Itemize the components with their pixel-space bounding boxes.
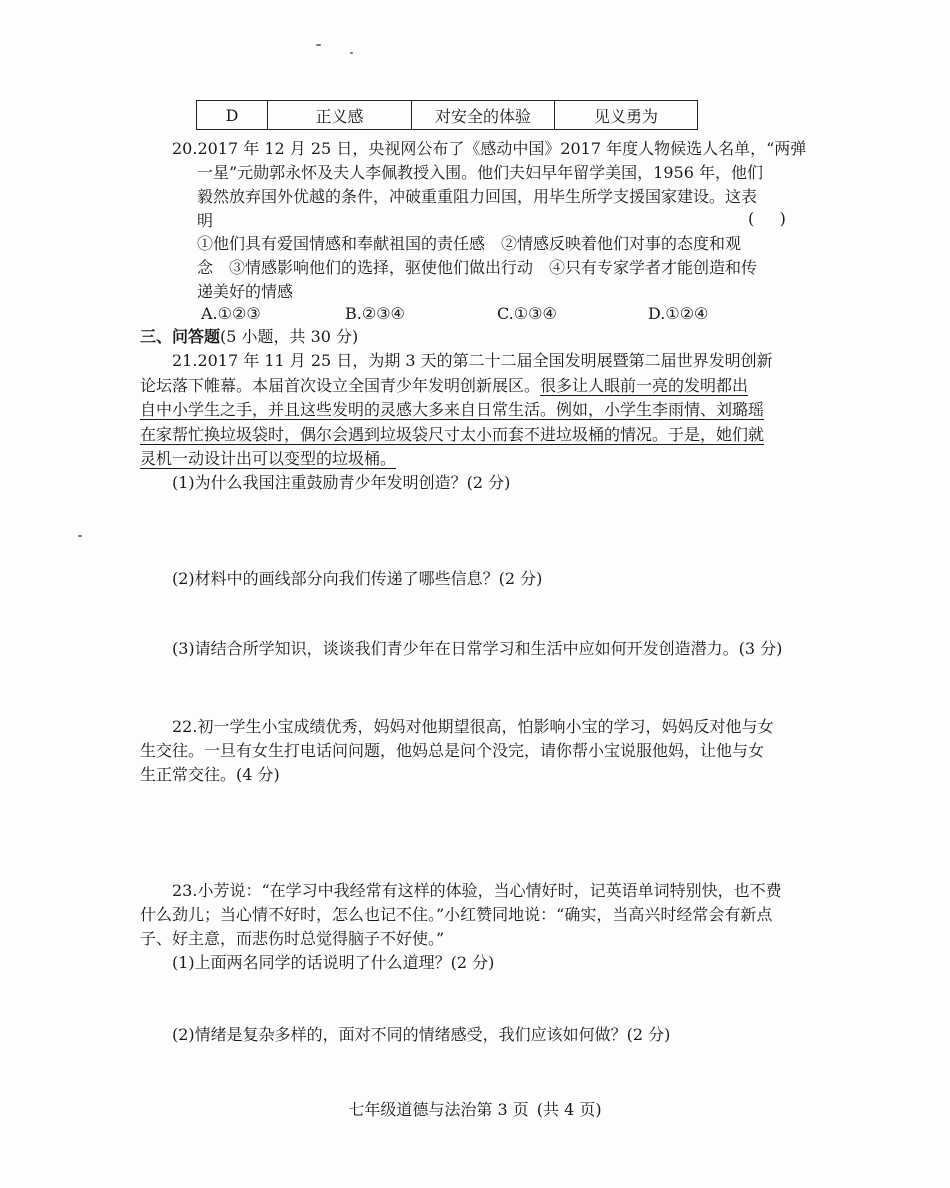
q21-subquestion-2: (2)材料中的画线部分向我们传递了哪些信息？(2 分): [172, 569, 543, 588]
q23-line: 子、好主意，而悲伤时总觉得脑子不好使。”: [140, 929, 445, 948]
q21-text: 论坛落下帷幕。本届首次设立全国青少年发明创新展区。: [140, 376, 541, 395]
q22-line: 生交往。一旦有女生打电话问问题，他妈总是问个没完，请你帮小宝说服他妈，让他与女: [140, 741, 765, 760]
table-cell: D: [197, 101, 268, 130]
answer-table-row-d: [196, 100, 698, 130]
table-row: [197, 101, 698, 130]
answer-bracket: ( ): [748, 209, 786, 228]
page-footer: [0, 1097, 950, 1120]
q20-statement-line: 递美好的情感: [197, 282, 294, 301]
option-b: B.②③④: [345, 304, 405, 323]
footer-title: 七年级道德与法治第 3 页: [348, 1100, 529, 1119]
section-header: [140, 324, 358, 350]
q23-subquestion-1: (1)上面两名同学的话说明了什么道理？(2 分): [172, 953, 495, 972]
q21-line: 21.2017 年 11 月 25 日，为期 3 天的第二十二届全国发明展暨第二届世界发明创新: [172, 351, 773, 370]
q21-underlined-text: 灵机一动设计出可以变型的垃圾桶。: [140, 449, 397, 468]
q21-subquestion-3: (3)请结合所学知识，谈谈我们青少年在日常学习和生活中应如何开发创造潜力。(3 分): [172, 639, 783, 658]
scan-speck: [316, 44, 321, 46]
q22-line: 22.初一学生小宝成绩优秀，妈妈对他期望很高，怕影响小宝的学习，妈妈反对他与女: [172, 717, 774, 736]
q21-subquestion-1: (1)为什么我国注重鼓励青少年发明创造？(2 分): [172, 473, 511, 492]
q20-statement-line: 念 ③情感影响他们的选择，驱使他们做出行动 ④只有专家学者才能创造和传: [197, 258, 758, 277]
q23-line: 23.小芳说：“在学习中我经常有这样的体验，当心情好时，记英语单词特别快，也不费: [172, 881, 782, 900]
q21-line: [140, 397, 764, 423]
scan-speck: [350, 52, 353, 54]
q23-subquestion-2: (2)情绪是复杂多样的，面对不同的情绪感受，我们应该如何做？(2 分): [172, 1025, 671, 1044]
q20-line: 毅然放弃国外优越的条件，冲破重重阻力回国，用毕生所学支援国家建设。这表: [197, 187, 758, 206]
option-c: C.①③④: [497, 304, 557, 323]
q21-line: [140, 373, 748, 399]
q23-line: 什么劲儿；当心情不好时，怎么也记不住。”小红赞同地说：“确实，当高兴时经常会有新点: [140, 905, 773, 924]
q21-underlined-text: 自中小学生之手，并且这些发明的灵感大多来自日常生活。: [140, 400, 557, 419]
q21-underlined-text: 例如，小学生李雨情、刘璐瑶: [556, 400, 765, 419]
section-note: (5 小题，共 30 分): [220, 327, 359, 346]
q20-line: 一星”元勋郭永怀及夫人李佩教授入围。他们夫妇早年留学美国，1956 年，他们: [197, 163, 763, 182]
table-cell: 见义勇为: [555, 101, 698, 130]
q21-underlined-text: 很多让人眼前一亮的发明都出: [540, 376, 749, 395]
q20-line: 20.2017 年 12 月 25 日，央视网公布了《感动中国》2017 年度人物候选人名单，“两弹: [172, 139, 807, 158]
table-cell: 对安全的体验: [412, 101, 555, 130]
q21-line: [140, 446, 396, 472]
q21-line: [140, 422, 764, 448]
section-title: 三、问答题: [140, 327, 221, 346]
scan-speck: [78, 535, 82, 537]
q21-underlined-text: 在家帮忙换垃圾袋时，偶尔会遇到垃圾袋尺寸太小而套不进垃圾桶的情况。于是，她们就: [140, 425, 765, 444]
footer-total: (共 4 页): [536, 1100, 602, 1119]
option-a: A.①②③: [201, 304, 261, 323]
q20-statement-line: ①他们具有爱国情感和奉献祖国的责任感 ②情感反映着他们对事的态度和观: [197, 234, 742, 253]
q20-line: 明: [197, 211, 214, 230]
table-cell: 正义感: [268, 101, 412, 130]
option-d: D.①②④: [648, 304, 709, 323]
q22-line: 生正常交往。(4 分): [140, 765, 280, 784]
